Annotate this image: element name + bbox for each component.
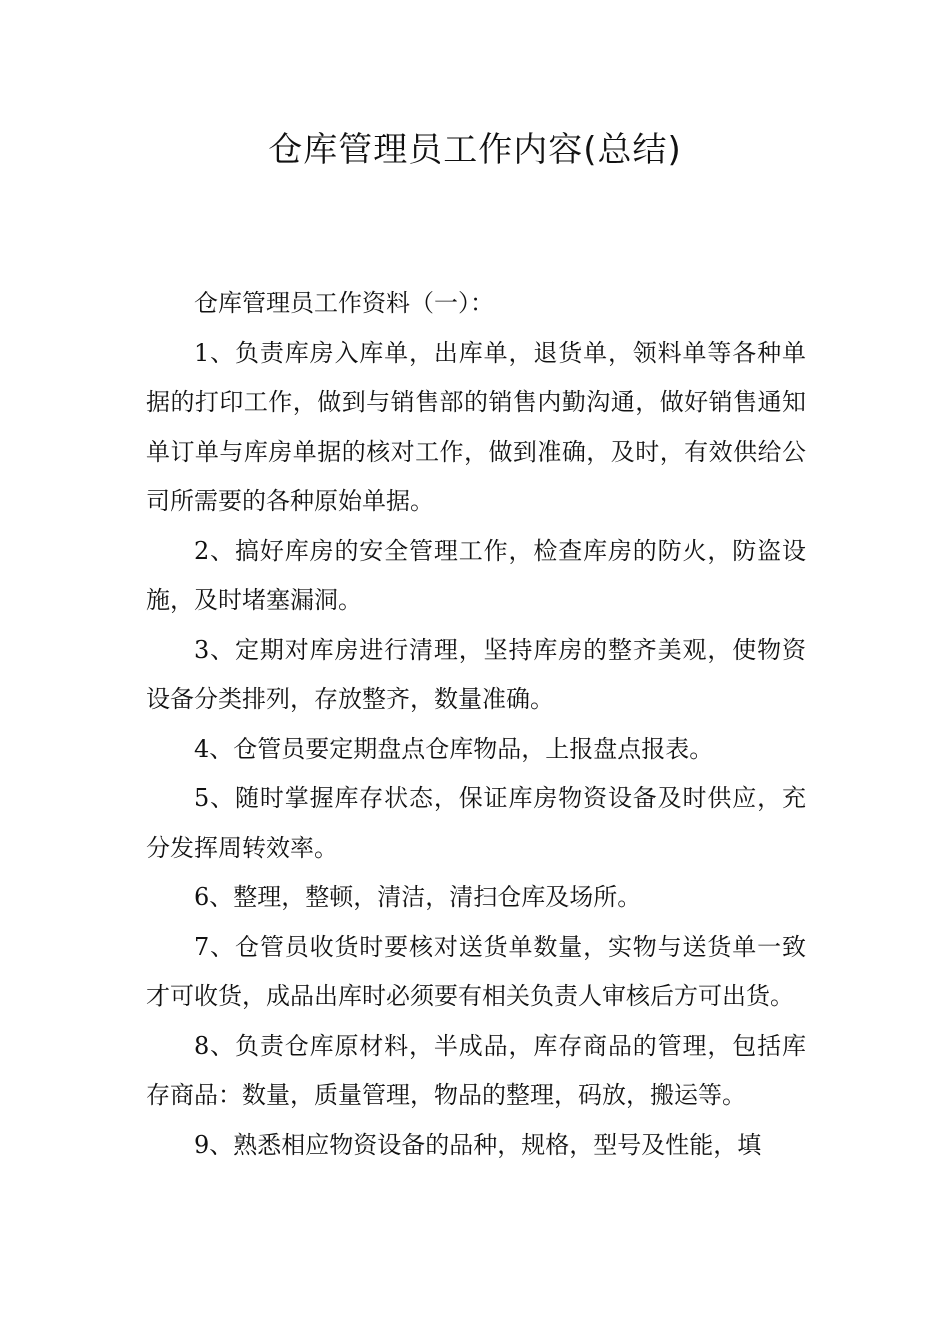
paragraph-item-6: 6、整理，整顿，清洁，清扫仓库及场所。	[194, 883, 642, 911]
paragraph-item-1: 1、负责库房入库单，出库单，退货单，领料单等各种单据的打印工作，做到与销售部的销售内勤沟通，做好销售通知单订单与库房单据的核对工作，做到准确，及时，有效供给公司所需要的各种原始单据。	[146, 338, 806, 515]
paragraph-item-5: 5、随时掌握库存状态，保证库房物资设备及时供应，充分发挥周转效率。	[146, 784, 806, 862]
paragraph-item-9: 9、熟悉相应物资设备的品种，规格，型号及性能，填	[194, 1130, 762, 1159]
paragraph-item-4: 4、仓管员要定期盘点仓库物品，上报盘点报表。	[194, 734, 714, 763]
paragraph-item-3: 3、定期对库房进行清理，坚持库房的整齐美观，使物资设备分类排列，存放整齐，数量准确。	[146, 635, 806, 713]
document-body	[146, 279, 806, 1170]
paragraph-item-2: 2、搞好库房的安全管理工作，检查库房的防火，防盗设施，及时堵塞漏洞。	[146, 536, 806, 614]
paragraph-intro: 仓库管理员工作资料（一）：	[194, 289, 494, 317]
paragraph-item-8: 8、负责仓库原材料，半成品，库存商品的管理，包括库存商品：数量，质量管理，物品的整理，码放，搬运等。	[146, 1031, 806, 1109]
paragraph-item-7: 7、仓管员收货时要核对送货单数量，实物与送货单一致才可收货，成品出库时必须要有相关负责人审核后方可出货。	[146, 932, 806, 1010]
document-title: 仓库管理员工作内容(总结)	[268, 130, 682, 170]
